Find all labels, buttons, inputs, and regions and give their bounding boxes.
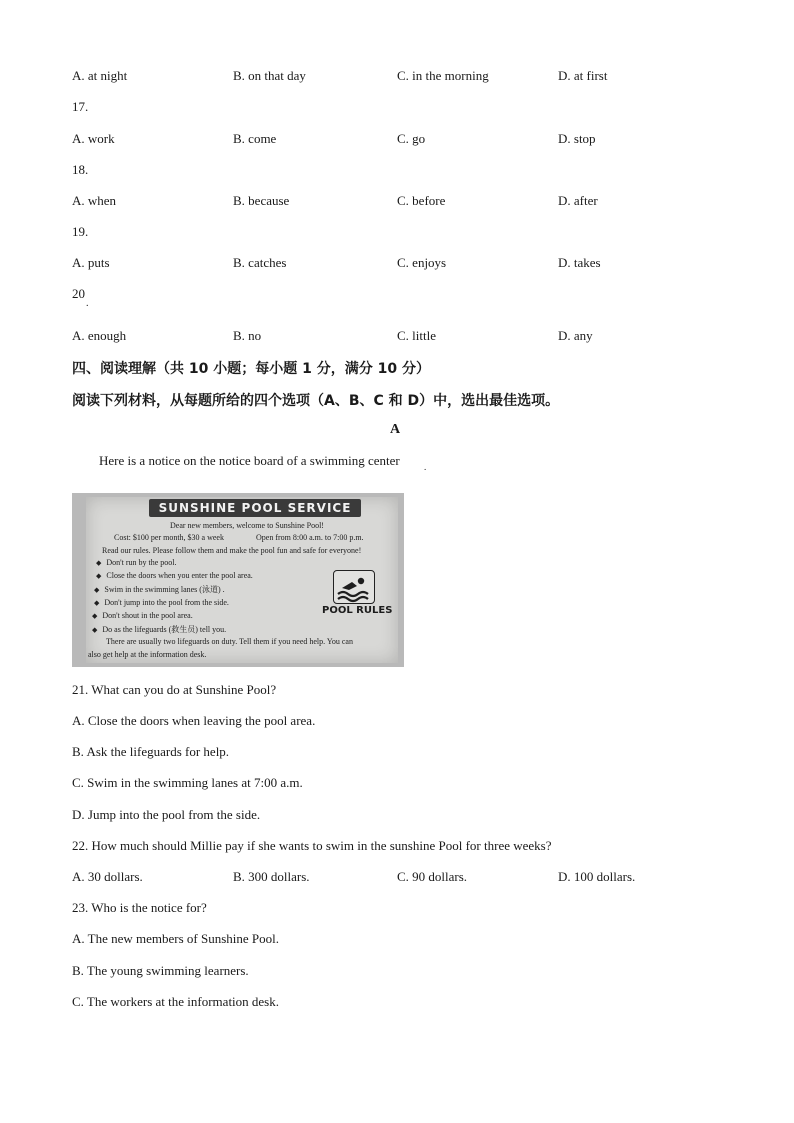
q21-option-d: D. Jump into the pool from the side. [72, 807, 261, 822]
q23-option-b: B. The young swimming learners. [72, 963, 249, 978]
notice-banner: SUNSHINE POOL SERVICE [149, 499, 361, 517]
q23-option-a: A. The new members of Sunshine Pool. [72, 931, 280, 946]
notice-footer-1: There are usually two lifeguards on duty. Tell them if you need help. You can [106, 637, 353, 646]
bullet-icon: ◆ [96, 559, 102, 567]
notice-rule-4-text: Don't jump into the pool from the side. [104, 598, 229, 607]
q17-option-a: A. work [72, 131, 115, 146]
q19-option-b: B. catches [233, 255, 287, 270]
q21-option-a: A. Close the doors when leaving the pool area. [72, 713, 316, 728]
q18-options [72, 193, 712, 211]
passage-intro: Here is a notice on the notice board of a swimming center [99, 453, 400, 468]
q20-options [72, 328, 712, 346]
passage-intro-dot: . [424, 462, 427, 472]
section-title: 四、阅读理解（共 10 小题；每小题 1 分，满分 10 分） [72, 361, 430, 377]
q23-option-c: C. The workers at the information desk. [72, 994, 279, 1009]
bullet-icon: ◆ [92, 626, 98, 634]
q18-option-a: A. when [72, 193, 117, 208]
q19-option-c: C. enjoys [397, 255, 447, 270]
q18-option-c: C. before [397, 193, 446, 208]
q20-option-b: B. no [233, 328, 262, 343]
q19-number: 19. [72, 224, 89, 239]
bullet-icon: ◆ [94, 599, 100, 607]
q21-option-b: B. Ask the lifeguards for help. [72, 744, 230, 759]
q18-number: 18. [72, 162, 89, 177]
notice-rule-6 [92, 624, 226, 635]
q19-option-a: A. puts [72, 255, 110, 270]
notice-hours: Open from 8:00 a.m. to 7:00 p.m. [256, 533, 364, 542]
swimmer-icon [333, 570, 375, 604]
notice-image [72, 493, 404, 667]
q20-option-a: A. enough [72, 328, 127, 343]
q20-option-d: D. any [558, 328, 593, 343]
notice-cost: Cost: $100 per month, $30 a week [114, 533, 224, 542]
notice-rule-2-text: Close the doors when you enter the pool area. [106, 571, 253, 580]
q22-option-b: B. 300 dollars. [233, 869, 310, 884]
q17-number: 17. [72, 99, 89, 114]
notice-rule-1-text: Don't run by the pool. [106, 558, 177, 567]
q16-option-c: C. in the morning [397, 68, 489, 83]
q20-dot: . [86, 298, 89, 309]
q17-options [72, 131, 712, 149]
q16-options [72, 68, 712, 86]
bullet-icon: ◆ [92, 612, 98, 620]
q17-option-b: B. come [233, 131, 277, 146]
q21-stem: 21. What can you do at Sunshine Pool? [72, 682, 277, 697]
q22-option-d: D. 100 dollars. [558, 869, 636, 884]
section-instruction: 阅读下列材料，从每题所给的四个选项（A、B、C 和 D）中，选出最佳选项。 [72, 393, 560, 409]
q20-number: 20 [72, 286, 85, 301]
q22-option-a: A. 30 dollars. [72, 869, 143, 884]
q23-stem: 23. Who is the notice for? [72, 900, 207, 915]
notice-rule-5 [92, 611, 193, 620]
q18-option-d: D. after [558, 193, 598, 208]
q16-option-b: B. on that day [233, 68, 306, 83]
q20-option-c: C. little [397, 328, 436, 343]
pool-rules-label: POOL RULES [322, 605, 393, 616]
notice-rule-3-text: Swim in the swimming lanes (泳道) . [104, 585, 225, 594]
q22-stem: 22. How much should Millie pay if she wants to swim in the sunshine Pool for three weeks? [72, 838, 552, 853]
bullet-icon: ◆ [94, 586, 100, 594]
q16-option-d: D. at first [558, 68, 608, 83]
bullet-icon: ◆ [96, 572, 102, 580]
q19-option-d: D. takes [558, 255, 601, 270]
q19-options [72, 255, 712, 273]
notice-rule-6-text: Do as the lifeguards (救生员) tell you. [102, 625, 227, 634]
notice-rule-1 [96, 558, 177, 567]
part-label: A [390, 422, 401, 437]
notice-rule-4 [94, 598, 229, 607]
q22-options [72, 869, 712, 887]
q16-option-a: A. at night [72, 68, 128, 83]
notice-read-rules: Read our rules. Please follow them and make the pool fun and safe for everyone! [102, 546, 362, 555]
notice-rule-3 [94, 584, 225, 595]
q17-option-c: C. go [397, 131, 426, 146]
q17-option-d: D. stop [558, 131, 596, 146]
notice-footer-2: also get help at the information desk. [88, 650, 207, 659]
notice-rule-2 [96, 571, 253, 580]
q22-option-c: C. 90 dollars. [397, 869, 468, 884]
notice-board [86, 497, 398, 663]
notice-rule-5-text: Don't shout in the pool area. [102, 611, 193, 620]
q18-option-b: B. because [233, 193, 290, 208]
q21-option-c: C. Swim in the swimming lanes at 7:00 a.m. [72, 775, 303, 790]
notice-welcome: Dear new members, welcome to Sunshine Pool! [170, 521, 324, 530]
